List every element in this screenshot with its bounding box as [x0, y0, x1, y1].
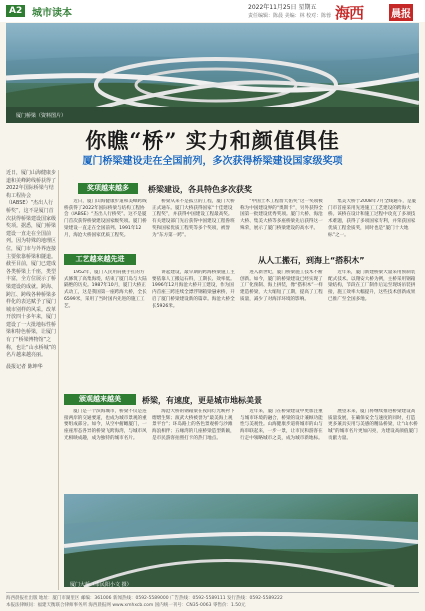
article-column	[64, 199, 148, 251]
column-text: 1952年，厦门人民用肩挑手扛的方式修筑了高集海堤，结束了厦门岛与大陆隔绝的历史。1987年10月，厦门大桥正式动工，这是我国第一座跨海大桥，全长6599米，采用了当时国内先进的施工工艺。	[64, 270, 147, 309]
article-column	[240, 409, 324, 491]
lead-sidebar	[6, 170, 59, 590]
article-column	[240, 270, 324, 392]
column-text: 集美大桥于2008年7月全线通车，是厦门市首座采用先进施工工艺建设的跨海大桥。该桥在设计和施工过程中攻克了多项技术难题，获得了多项国家专利，并荣获国家优质工程金质奖，同时也是“厦门十大地标”之一。	[328, 199, 417, 238]
column-text: 近年来，厦门在桥梁建设中更加注重与城市环境的融合，桥梁的设计兼顾功能性与美观性。山海健康步道将城市的山与海串联起来，一步一景，让市民和游客在行走中领略城市之美，成为城市新地标。	[240, 409, 323, 441]
section-tag-craft: 工艺越来越先进	[64, 254, 136, 265]
article-column	[152, 199, 236, 251]
bridge-photo	[64, 494, 418, 587]
footer-line-1: 海西晨报社出版 地址：厦门市湖里区 邮编：361006 新闻热线：0592-5589000 广告热线：0592-5589111 发行热线：0592-5589222	[6, 596, 283, 601]
article-column	[152, 409, 236, 491]
bridge-photo-caption: 厦门大桥（市民阳小文 摄）	[70, 582, 132, 588]
lead-text: 近日，厦门山海健康步道和美峰跨线桥获得了2022年国际桥梁与结构工程协会（IABSE）“杰出人行桥奖”，这不是厦门首次获得桥梁建设国家级奖项。据悉，厦门桥梁建设一直走在全国前列。因为特殊的地理区位，厦门市与外界连接主要依靠桥梁和隧道。截至目前，厦门已建成各类桥梁上千座，类型丰富，全方位展示了桥梁建设的成就。跨海、跨江、跨线各种桥梁多样化的表达赋予了厦门城市别样的风采。改革开放四十多年来，厦门建设了一大批地标性桥梁和特色桥梁，让厦门有了“桥梁博物馆”之称，也让“山水桥城”的名片越来越亮丽。	[6, 170, 57, 359]
hero-caption: 厦门桥梁（资料图片）	[16, 113, 67, 119]
section-title-awards: 桥梁建设，各具特色多次获奖	[148, 185, 252, 194]
logo-badge: 晨报	[389, 4, 413, 21]
article-column	[64, 409, 148, 491]
section-tag-landscape: 颁观越来越美	[64, 394, 136, 405]
headline-title: 你瞧“桥” 实力和颜值俱佳	[85, 128, 340, 153]
column-text: 近日，厦门山海健康步道和美峰跨线桥获得了2022年国际桥梁与结构工程协会（IABSE）“杰出人行桥奖”。这不是厦门首次获得桥梁建设国家级奖项。厦门桥梁建设一直走在全国前列。1991年12月，海沧大桥国家优质工程奖。	[64, 199, 147, 238]
section-name: 城市读本	[32, 8, 72, 19]
article-column	[240, 199, 324, 251]
logo-text: 海西	[335, 4, 364, 22]
column-text: 进入新世纪，厦门桥梁施工技术不断创新。如今，厦门的桥梁建设已经实现了工厂化预制、海上拼装，像“搭积木”一样建造桥梁，大大缩短了工期，提高了工程质量，减少了对海洋环境的影响。	[240, 270, 323, 302]
section-title-craft: 从人工搬石，到海上“搭积木”	[258, 256, 365, 265]
date-line: 2022年11月25日 星期五	[248, 4, 317, 11]
column-text: “中国土木工程詹天佑奖”这一奖项被称为中国建设界的“奥斯卡”，另外获得全国第一批建设优秀奖项。厦门大桥、海沧大桥、集美大桥等多座桥梁先后获得这一殊荣，展示了厦门桥梁建设的高水平。	[240, 199, 323, 231]
section-tag-awards: 奖项越来越多	[78, 183, 138, 194]
hero-photo	[6, 23, 419, 123]
footer	[6, 592, 419, 610]
article-column	[328, 199, 418, 251]
footer-line-2: 本报法律顾问：福建天衡联合律师事务所 海西晨报网 www.xmhxcb.com 国内统一刊号：CN35-0063 零售价：1.50元	[6, 603, 246, 608]
newspaper-logo	[335, 2, 419, 20]
section-title-landscape: 桥梁，有速度，更是城市地标美景	[142, 396, 262, 405]
column-text: 讲起建设，最早期的跨海桥梁施工主要依靠人工搬运石料，工期长、效率低。1996年12月海沧大桥开工建设，作为国内首座三跨连续全漂浮钢箱梁悬索桥，开启了厦门桥梁建设新的篇章。海沧大桥全长5926米。	[152, 270, 235, 309]
article-column	[64, 270, 148, 392]
article-column	[328, 409, 418, 491]
column-text: 展望未来，厦门将继续推进桥梁建设高质量发展，在确保安全与速度的同时，打造更多兼具实用与美感的精品桥梁，让“山水桥城”的城市名片更加闪亮，为建设高颜值厦门贡献力量。	[328, 409, 418, 441]
article-column	[328, 270, 418, 392]
column-text: 厦门是一个滨海城市，桥梁不仅是连接两岸的交通要道，也成为城市景观的重要组成部分。如今，从空中俯瞰厦门，一座座形态各异的桥梁飞跨海湾，与城市风光相映成趣，成为独特的城市名片。	[64, 409, 147, 441]
section-number: A2	[6, 5, 25, 17]
reporter-byline: 晨报记者 陈坤华	[6, 363, 43, 370]
article-column	[152, 270, 236, 392]
editor-line: 责任编辑：陈晨 美编：林 校对：陈蓉	[248, 13, 332, 19]
bridge-photo-illustration	[64, 494, 418, 587]
column-text: 海沧大桥的钢箱梁在夜间灯光映衬下熠熠生辉；演武大桥被誉为“最美海上观景平台”；环岛路上的各色景观桥与沙滩海浪相伴；五缘湾的几座桥梁造型新颖，是市民游客拍照打卡的热门地点。	[152, 409, 235, 441]
bridge-illustration	[6, 23, 419, 123]
column-text: 近年来，厦门新建桥梁大量采用预制装配式技术。以翔安大桥为例，主桥采用钢箱梁结构，节段在工厂制作后运至现场吊装拼接，施工效率大幅提升，这些技术创新成果已推广至全国多地。	[328, 270, 416, 302]
column-text: 桥梁从来不是孤立的工程，厦门大桥正式通车。厦门大桥获得国家“十佳建设工程奖”，并获得中国建设工程最高奖。有关建设部门先后获得中国建设工程鲁班奖和国家优质工程奖等多个奖项，被誉为“东方第一跨”。	[152, 199, 235, 238]
masthead	[0, 0, 425, 22]
headline-subtitle: 厦门桥梁建设走在全国前列，多次获得桥梁建设国家级奖项	[82, 156, 343, 167]
